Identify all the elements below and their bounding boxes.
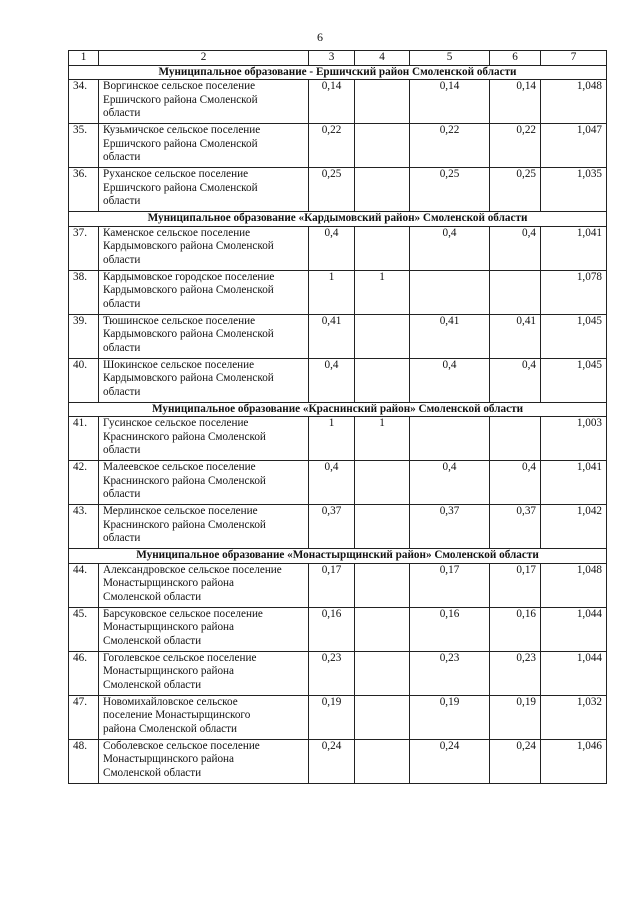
column-number: 4: [355, 51, 410, 66]
table-row: [69, 314, 607, 358]
cell-col7: 1,078: [541, 270, 607, 314]
data-table: [68, 50, 607, 784]
cell-col3: 0,41: [309, 314, 355, 358]
cell-col5: 0,4: [410, 461, 490, 505]
cell-col6: [490, 270, 541, 314]
settlement-name-line: Руханское сельское поселение: [103, 168, 249, 180]
row-number: 39.: [69, 314, 99, 358]
settlement-name: [99, 226, 309, 270]
cell-col3: 0,37: [309, 505, 355, 549]
settlement-name-line: области: [103, 195, 141, 207]
column-number: 7: [541, 51, 607, 66]
section-title: Муниципальное образование «Кардымовский район» Смоленской области: [69, 212, 607, 227]
cell-col5: 0,37: [410, 505, 490, 549]
settlement-name-line: Монастырщинского района: [103, 621, 234, 633]
cell-col3: 1: [309, 270, 355, 314]
cell-col3: 0,17: [309, 563, 355, 607]
cell-col3: 0,23: [309, 651, 355, 695]
cell-col4: [355, 461, 410, 505]
row-number: 37.: [69, 226, 99, 270]
settlement-name-line: Кардымовского района Смоленской: [103, 284, 274, 296]
cell-col6: 0,41: [490, 314, 541, 358]
cell-col7: 1,032: [541, 695, 607, 739]
settlement-name-line: Монастырщинского района: [103, 753, 234, 765]
settlement-name-line: Кузьмичское сельское поселение: [103, 124, 261, 136]
settlement-name-line: Смоленской области: [103, 678, 202, 691]
section-header-row: [69, 549, 607, 564]
settlement-name: [99, 80, 309, 124]
table-row: [69, 226, 607, 270]
settlement-name-line: поселение Монастырщинского: [103, 709, 251, 721]
cell-col5: 0,41: [410, 314, 490, 358]
table-row: [69, 417, 607, 461]
settlement-name-line: Гусинское сельское поселение: [103, 417, 249, 429]
settlement-name-line: Смоленской области: [103, 590, 202, 603]
cell-col6: 0,16: [490, 607, 541, 651]
table-row: [69, 270, 607, 314]
cell-col7: 1,041: [541, 461, 607, 505]
table-row: [69, 461, 607, 505]
settlement-name-line: области: [103, 341, 141, 354]
table-row: [69, 168, 607, 212]
cell-col5: 0,17: [410, 563, 490, 607]
table-row: [69, 563, 607, 607]
cell-col5: 0,19: [410, 695, 490, 739]
settlement-name-line: Краснинского района Смоленской: [103, 430, 266, 443]
row-number: 47.: [69, 695, 99, 739]
settlement-name-line: Каменское сельское поселение: [103, 226, 251, 239]
column-number: 3: [309, 51, 355, 66]
cell-col3: 0,14: [309, 80, 355, 124]
cell-col6: [490, 417, 541, 461]
settlement-name-line: Малеевское сельское поселение: [103, 461, 256, 473]
settlement-name-line: области: [103, 385, 141, 398]
settlement-name: [99, 695, 309, 739]
table-row: [69, 358, 607, 402]
cell-col3: 1: [309, 417, 355, 461]
cell-col4: [355, 695, 410, 739]
settlement-name-line: Воргинское сельское поселение: [103, 80, 256, 92]
settlement-name-line: Новомихайловское сельское: [103, 695, 238, 708]
section-title: Муниципальное образование «Монастырщинский район» Смоленской области: [69, 549, 607, 564]
cell-col7: 1,044: [541, 607, 607, 651]
cell-col3: 0,16: [309, 607, 355, 651]
row-number: 40.: [69, 358, 99, 402]
settlement-name-line: Краснинского района Смоленской: [103, 474, 266, 487]
row-number: 35.: [69, 124, 99, 168]
settlement-name-line: Соболевское сельское поселение: [103, 739, 260, 752]
settlement-name-line: Тюшинское сельское поселение: [103, 314, 256, 327]
section-header-row: [69, 65, 607, 80]
settlement-name-line: Смоленской области: [103, 634, 202, 647]
settlement-name-line: Кардымовское городское поселение: [103, 270, 275, 283]
settlement-name-line: Кардымовского района Смоленской: [103, 240, 274, 252]
settlement-name-line: области: [103, 532, 141, 544]
page-number: 6: [317, 30, 323, 44]
cell-col4: [355, 226, 410, 270]
cell-col6: 0,17: [490, 563, 541, 607]
row-number: 43.: [69, 505, 99, 549]
row-number: 45.: [69, 607, 99, 651]
column-number: 5: [410, 51, 490, 66]
table-body: [69, 51, 607, 784]
settlement-name-line: Монастырщинского района: [103, 577, 234, 589]
settlement-name-line: области: [103, 444, 141, 456]
cell-col6: 0,19: [490, 695, 541, 739]
cell-col5: [410, 270, 490, 314]
cell-col6: 0,25: [490, 168, 541, 212]
settlement-name: [99, 270, 309, 314]
cell-col7: 1,042: [541, 505, 607, 549]
settlement-name-line: Барсуковское сельское поселение: [103, 607, 263, 620]
cell-col4: [355, 505, 410, 549]
row-number: 48.: [69, 739, 99, 783]
settlement-name: [99, 168, 309, 212]
column-number: 2: [99, 51, 309, 66]
row-number: 36.: [69, 168, 99, 212]
cell-col5: 0,24: [410, 739, 490, 783]
column-number-row: [69, 51, 607, 66]
cell-col6: 0,37: [490, 505, 541, 549]
cell-col5: 0,16: [410, 607, 490, 651]
cell-col7: 1,048: [541, 80, 607, 124]
cell-col3: 0,4: [309, 461, 355, 505]
cell-col6: 0,4: [490, 461, 541, 505]
cell-col4: [355, 739, 410, 783]
row-number: 46.: [69, 651, 99, 695]
settlement-name-line: Мерлинское сельское поселение: [103, 505, 258, 517]
settlement-name-line: области: [103, 488, 141, 500]
cell-col5: 0,23: [410, 651, 490, 695]
settlement-name-line: района Смоленской области: [103, 722, 238, 735]
cell-col3: 0,22: [309, 124, 355, 168]
row-number: 44.: [69, 563, 99, 607]
cell-col4: 1: [355, 417, 410, 461]
cell-col6: 0,24: [490, 739, 541, 783]
settlement-name-line: Краснинского района Смоленской: [103, 518, 266, 531]
cell-col3: 0,24: [309, 739, 355, 783]
settlement-name-line: области: [103, 107, 141, 119]
cell-col3: 0,4: [309, 226, 355, 270]
cell-col3: 0,4: [309, 358, 355, 402]
cell-col7: 1,047: [541, 124, 607, 168]
settlement-name-line: Монастырщинского района: [103, 665, 234, 677]
table-row: [69, 80, 607, 124]
cell-col7: 1,045: [541, 358, 607, 402]
cell-col4: [355, 563, 410, 607]
settlement-name-line: Гоголевское сельское поселение: [103, 651, 257, 664]
settlement-name-line: области: [103, 253, 141, 266]
cell-col5: 0,14: [410, 80, 490, 124]
row-number: 42.: [69, 461, 99, 505]
settlement-name-line: области: [103, 151, 141, 163]
table-row: [69, 505, 607, 549]
row-number: 38.: [69, 270, 99, 314]
cell-col6: 0,14: [490, 80, 541, 124]
cell-col6: 0,4: [490, 358, 541, 402]
cell-col4: [355, 651, 410, 695]
settlement-name: [99, 651, 309, 695]
settlement-name: [99, 461, 309, 505]
section-title: Муниципальное образование - Ершичский район Смоленской области: [69, 65, 607, 80]
settlement-name: [99, 739, 309, 783]
settlement-name: [99, 505, 309, 549]
settlement-name-line: Александровское сельское поселение: [103, 563, 282, 576]
settlement-name-line: Смоленской области: [103, 766, 202, 779]
cell-col4: [355, 607, 410, 651]
table-row: [69, 607, 607, 651]
settlement-name: [99, 124, 309, 168]
cell-col7: 1,041: [541, 226, 607, 270]
settlement-name-line: области: [103, 297, 141, 310]
table-row: [69, 695, 607, 739]
settlement-name-line: Кардымовского района Смоленской: [103, 328, 274, 340]
cell-col4: [355, 80, 410, 124]
cell-col6: 0,22: [490, 124, 541, 168]
column-number: 6: [490, 51, 541, 66]
cell-col7: 1,003: [541, 417, 607, 461]
settlement-name-line: Шокинское сельское поселение: [103, 358, 255, 371]
settlement-name-line: Ершичского района Смоленской: [103, 181, 258, 194]
table-row: [69, 651, 607, 695]
cell-col3: 0,19: [309, 695, 355, 739]
cell-col4: [355, 358, 410, 402]
settlement-name: [99, 358, 309, 402]
column-number: 1: [69, 51, 99, 66]
cell-col3: 0,25: [309, 168, 355, 212]
cell-col4: [355, 168, 410, 212]
settlement-name: [99, 417, 309, 461]
cell-col7: 1,048: [541, 563, 607, 607]
cell-col7: 1,035: [541, 168, 607, 212]
table-row: [69, 124, 607, 168]
cell-col4: [355, 124, 410, 168]
cell-col5: 0,25: [410, 168, 490, 212]
row-number: 41.: [69, 417, 99, 461]
cell-col5: [410, 417, 490, 461]
cell-col7: 1,046: [541, 739, 607, 783]
settlement-name: [99, 314, 309, 358]
cell-col5: 0,22: [410, 124, 490, 168]
cell-col7: 1,045: [541, 314, 607, 358]
cell-col6: 0,23: [490, 651, 541, 695]
cell-col5: 0,4: [410, 358, 490, 402]
section-header-row: [69, 212, 607, 227]
cell-col4: 1: [355, 270, 410, 314]
row-number: 34.: [69, 80, 99, 124]
settlement-name: [99, 563, 309, 607]
settlement-name-line: Ершичского района Смоленской: [103, 93, 258, 106]
settlement-name-line: Кардымовского района Смоленской: [103, 372, 274, 384]
table-row: [69, 739, 607, 783]
section-header-row: [69, 402, 607, 417]
settlement-name-line: Ершичского района Смоленской: [103, 137, 258, 150]
cell-col7: 1,044: [541, 651, 607, 695]
cell-col5: 0,4: [410, 226, 490, 270]
cell-col6: 0,4: [490, 226, 541, 270]
settlement-name: [99, 607, 309, 651]
cell-col4: [355, 314, 410, 358]
section-title: Муниципальное образование «Краснинский район» Смоленской области: [69, 402, 607, 417]
